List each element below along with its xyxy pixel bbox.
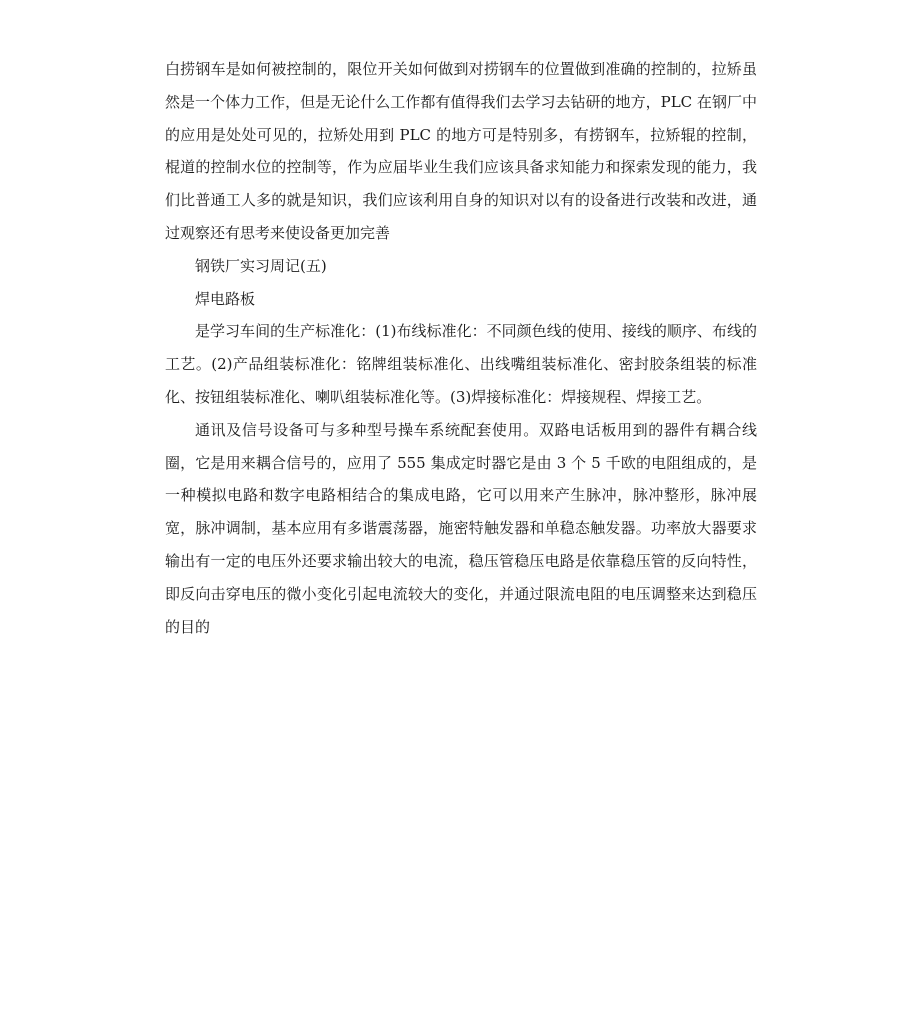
paragraph-circuit-devices: 通讯及信号设备可与多种型号操车系统配套使用。双路电话板用到的器件有耦合线圈，它是用来耦合信号的，应用了 555 集成定时器它是由 3 个 5 千欧的电阻组成的，是一种模拟电路和数字电路相结合的集成电路，它可以用来产生脉冲，脉冲整形，脉冲展宽，脉冲调制，基本应用有多谐震荡器，施密特触发器和单稳态触发器。功率放大器要求输出有一定的电压外还要求输出较大的电流，稳压管稳压电路是依靠稳压管的反向特性，即反向击穿电压的微小变化引起电流较大的变化，并通过限流电阻的电压调整来达到稳压的目的	[165, 420, 757, 636]
section-title: 钢铁厂实习周记(五)	[195, 256, 327, 275]
paragraph-plc-application: 白捞钢车是如何被控制的，限位开关如何做到对捞钢车的位置做到准确的控制的，拉矫虽然是一个体力工作，但是无论什么工作都有值得我们去学习去钻研的地方，PLC 在钢厂中的应用是处处可见的，拉矫处用到 PLC 的地方可是特别多，有捞钢车，拉矫辊的控制，棍道的控制水位的控制等，作为应届毕业生我们应该具备求知能力和探索发现的能力，我们比普通工人多的就是知识，我们应该利用自身的知识对以有的设备进行改装和改进，通过观察还有思考来使设备更加完善	[165, 60, 757, 242]
document-body	[165, 53, 757, 643]
section-subtitle: 焊电路板	[195, 289, 256, 308]
paragraph-standardization: 是学习车间的生产标准化：(1)布线标准化：不同颜色线的使用、接线的顺序、布线的工艺。(2)产品组装标准化：铭牌组装标准化、出线嘴组装标准化、密封胶条组装的标准化、按钮组装标准化、喇叭组装标准化等。(3)焊接标准化：焊接规程、焊接工艺。	[165, 322, 757, 406]
